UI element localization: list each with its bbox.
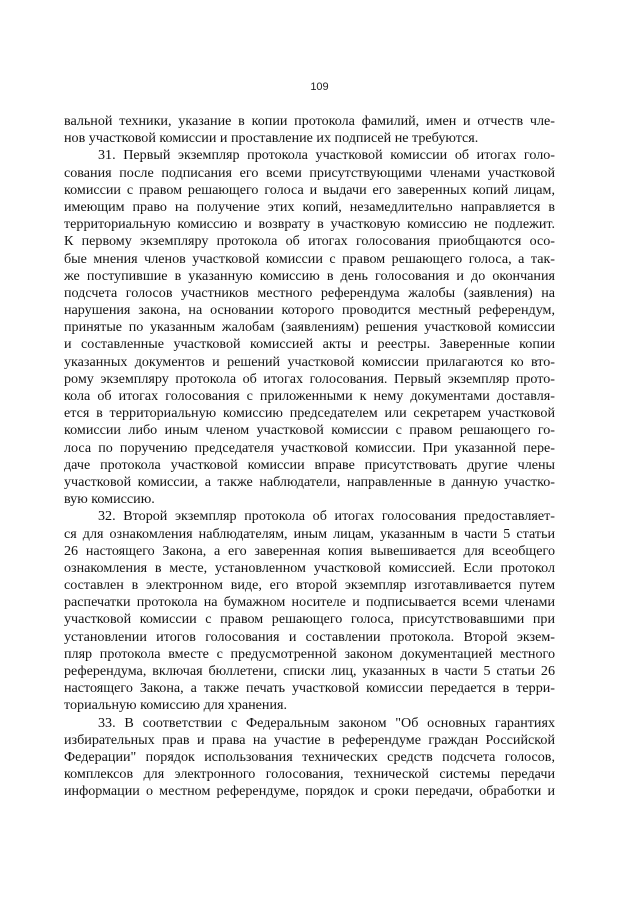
text-line: указанных документов и решений участковой комиссии прилагаются ко вто-	[64, 353, 555, 370]
text-line: К первому экземпляру протокола об итогах голосования приобщаются осо-	[64, 233, 555, 250]
text-line: принятые по указанным жалобам (заявлениям) решения участковой комиссии	[64, 319, 555, 336]
text-line: ся для ознакомления наблюдателям, иным лицам, указанным в части 5 статьи	[64, 525, 555, 542]
text-line: сования после подписания его всеми присутствующими членами участковой	[64, 164, 555, 181]
text-line: вую комиссию.	[64, 491, 155, 508]
text-line: ется в территориальную комиссию председателем или секретарем участковой	[64, 405, 555, 422]
text-line: участковой комиссии, а также наблюдатели, направленные в данную участко-	[64, 473, 555, 490]
text-line: информации о местном референдуме, порядок и сроки передачи, обработки и	[64, 783, 555, 800]
text-line: комиссии с правом решающего голоса и выдачи его заверенных копий лицам,	[64, 181, 555, 198]
text-line: 32. Второй экземпляр протокола об итогах голосования предоставляет-	[98, 508, 555, 525]
text-line: имеющим право на получение этих копий, незамедлительно направляется в	[64, 198, 555, 215]
text-line: бые мнения членов участковой комиссии с правом решающего голоса, а так-	[64, 250, 555, 267]
text-line: 31. Первый экземпляр протокола участковой комиссии об итогах голо-	[98, 147, 555, 164]
text-line: же поступившие в указанную комиссию в день голосования и до окончания	[64, 267, 555, 284]
text-line: лоса по поручению председателя участковой комиссии. При указанной пере-	[64, 439, 555, 456]
text-line: ознакомления в месте, установленном участковой комиссией. Если протокол	[64, 559, 555, 576]
text-line: распечатки протокола на бумажном носителе и подписывается всеми членами	[64, 594, 555, 611]
text-line: референдума, включая бюллетени, списки лиц, указанных в части 5 статьи 26	[64, 663, 555, 679]
text-line: комиссии либо иным членом участковой комиссии с правом решающего го-	[64, 422, 555, 439]
text-line: избирательных прав и права на участие в референдуме граждан Российской	[64, 731, 555, 748]
text-line: настоящего Закона, а также печать участковой комиссии передается в терри-	[64, 680, 555, 697]
text-line: ториальную комиссию для хранения.	[64, 697, 288, 714]
text-line: кола об итогах голосования с приложенными к нему документами доставля-	[64, 388, 555, 404]
text-line: и составленные участковой комиссией акты и реестры. Заверенные копии	[64, 336, 555, 353]
text-line: даче протокола участковой комиссии вправе присутствовать другие члены	[64, 456, 555, 473]
text-line: нов участковой комиссии и проставление их подписей не требуются.	[64, 130, 479, 147]
text-line: нарушения закона, на основании которого проводится местный референдум,	[64, 302, 555, 319]
text-line: вальной техники, указание в копии протокола фамилий, имен и отчеств чле-	[64, 113, 555, 129]
text-line: территориальную комиссию и возврату в участковую комиссию не подлежит.	[64, 216, 555, 233]
text-line: 33. В соответствии с Федеральным законом "Об основных гарантиях	[98, 714, 555, 731]
text-line: рому экземпляру протокола об итогах голосования. Первый экземпляр прото-	[64, 370, 555, 387]
text-line: 26 настоящего Закона, а его заверенная копия вывешивается для всеобщего	[64, 542, 555, 559]
text-line: составлен в электронном виде, его второй экземпляр изготавливается путем	[64, 577, 555, 594]
text-line: Федерации" порядок использования технических средств подсчета голосов,	[64, 748, 555, 765]
text-line: пляр протокола вместе с предусмотренной законом документацией местного	[64, 645, 555, 662]
body-text	[64, 113, 555, 801]
text-line: подсчета голосов участников местного референдума жалобы (заявления) на	[64, 284, 555, 301]
text-line: участковой комиссии с правом решающего голоса, присутствовавшими при	[64, 611, 555, 628]
text-line: установлении итогов голосования и составлении протокола. Второй экзем-	[64, 628, 555, 645]
text-line: комплексов для электронного голосования, технической системы передачи	[64, 766, 555, 783]
page-number: 109	[310, 81, 329, 93]
